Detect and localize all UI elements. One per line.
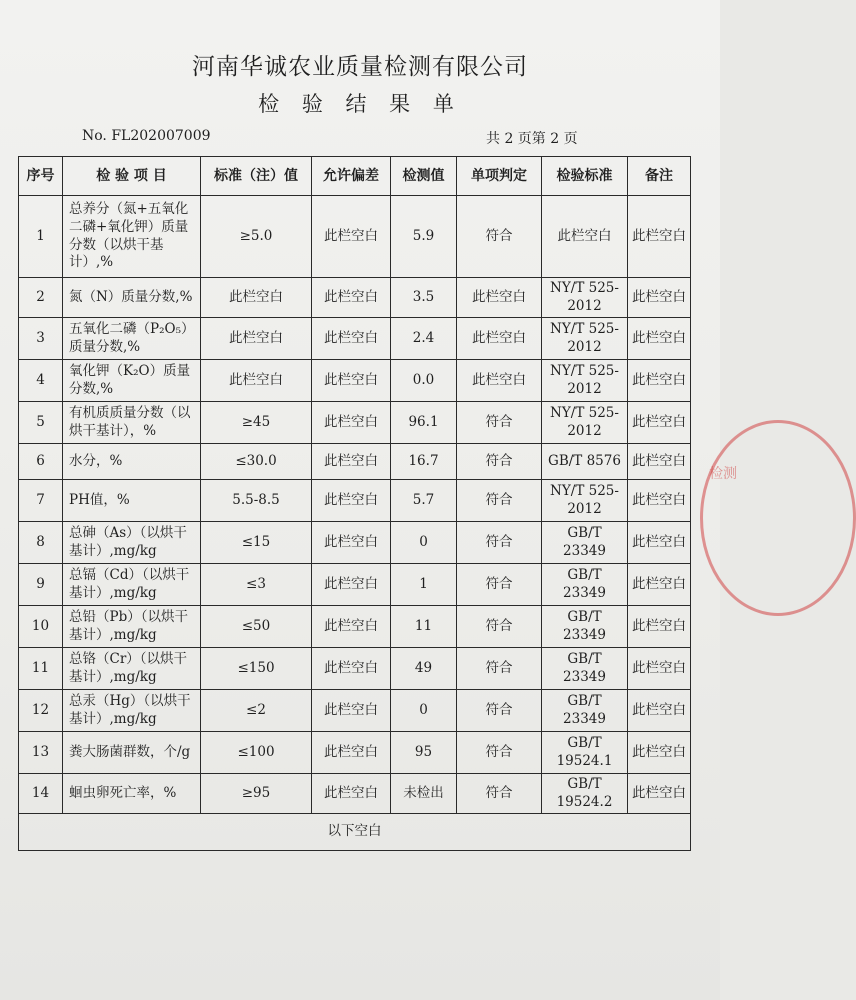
table-row: [19, 648, 691, 690]
cell-tolerance: 此栏空白: [312, 774, 391, 814]
cell-standard-value: 5.5-8.5: [201, 480, 312, 522]
cell-standard-value: 此栏空白: [201, 318, 312, 360]
cell-test-standard: 此栏空白: [542, 196, 628, 278]
cell-standard-value: ≤2: [201, 690, 312, 732]
cell-tolerance: 此栏空白: [312, 360, 391, 402]
table-row: [19, 278, 691, 318]
cell-judgement: 符合: [457, 522, 542, 564]
cell-test-standard: NY/T 525-2012: [542, 278, 628, 318]
cell-index: 2: [19, 278, 63, 318]
cell-index: 10: [19, 606, 63, 648]
cell-test-standard: GB/T 23349: [542, 606, 628, 648]
stamp-text: 检测: [709, 466, 737, 482]
cell-measured: 0: [391, 690, 457, 732]
inspection-results-table: [18, 156, 691, 851]
cell-measured: 2.4: [391, 318, 457, 360]
cell-standard-value: ≥45: [201, 402, 312, 444]
cell-standard-value: ≤30.0: [201, 444, 312, 480]
cell-judgement: 此栏空白: [457, 278, 542, 318]
cell-remark: 此栏空白: [628, 480, 691, 522]
cell-tolerance: 此栏空白: [312, 278, 391, 318]
cell-tolerance: 此栏空白: [312, 402, 391, 444]
cell-judgement: 符合: [457, 480, 542, 522]
cell-standard-value: ≤150: [201, 648, 312, 690]
cell-remark: 此栏空白: [628, 196, 691, 278]
cell-judgement: 符合: [457, 196, 542, 278]
table-row: [19, 196, 691, 278]
table-row: [19, 732, 691, 774]
table-row: [19, 606, 691, 648]
col-header-standard-value: 标准（注）值: [201, 157, 312, 196]
cell-test-standard: NY/T 525-2012: [542, 480, 628, 522]
cell-judgement: 符合: [457, 774, 542, 814]
table-footer-note: 以下空白: [19, 814, 691, 851]
cell-judgement: 符合: [457, 402, 542, 444]
cell-measured: 96.1: [391, 402, 457, 444]
col-header-remark: 备注: [628, 157, 691, 196]
cell-measured: 0.0: [391, 360, 457, 402]
cell-index: 11: [19, 648, 63, 690]
cell-item: 五氧化二磷（P₂O₅）质量分数,%: [63, 318, 201, 360]
cell-measured: 3.5: [391, 278, 457, 318]
cell-standard-value: ≤100: [201, 732, 312, 774]
cell-standard-value: 此栏空白: [201, 360, 312, 402]
cell-index: 4: [19, 360, 63, 402]
cell-remark: 此栏空白: [628, 606, 691, 648]
cell-standard-value: ≥95: [201, 774, 312, 814]
col-header-index: 序号: [19, 157, 63, 196]
cell-index: 7: [19, 480, 63, 522]
cell-item: PH值，%: [63, 480, 201, 522]
cell-index: 5: [19, 402, 63, 444]
cell-item: 总铅（Pb）（以烘干基计）,mg/kg: [63, 606, 201, 648]
cell-judgement: 符合: [457, 690, 542, 732]
col-header-item: 检 验 项 目: [63, 157, 201, 196]
cell-test-standard: GB/T 19524.1: [542, 732, 628, 774]
cell-remark: 此栏空白: [628, 522, 691, 564]
cell-tolerance: 此栏空白: [312, 648, 391, 690]
cell-measured: 16.7: [391, 444, 457, 480]
cell-index: 1: [19, 196, 63, 278]
cell-judgement: 此栏空白: [457, 318, 542, 360]
cell-judgement: 符合: [457, 444, 542, 480]
document-number: No. FL202007009: [82, 128, 211, 144]
col-header-tolerance: 允许偏差: [312, 157, 391, 196]
table-row: [19, 360, 691, 402]
cell-item: 氧化钾（K₂O）质量分数,%: [63, 360, 201, 402]
cell-tolerance: 此栏空白: [312, 690, 391, 732]
cell-remark: 此栏空白: [628, 402, 691, 444]
cell-standard-value: ≤3: [201, 564, 312, 606]
cell-standard-value: ≤15: [201, 522, 312, 564]
cell-standard-value: ≤50: [201, 606, 312, 648]
cell-remark: 此栏空白: [628, 318, 691, 360]
cell-test-standard: NY/T 525-2012: [542, 318, 628, 360]
cell-tolerance: 此栏空白: [312, 564, 391, 606]
cell-item: 总铬（Cr）（以烘干基计）,mg/kg: [63, 648, 201, 690]
cell-judgement: 符合: [457, 564, 542, 606]
cell-measured: 0: [391, 522, 457, 564]
cell-remark: 此栏空白: [628, 648, 691, 690]
document-title: 检 验 结 果 单: [258, 92, 462, 116]
cell-test-standard: NY/T 525-2012: [542, 360, 628, 402]
cell-measured: 1: [391, 564, 457, 606]
cell-test-standard: GB/T 23349: [542, 690, 628, 732]
table-row: [19, 774, 691, 814]
col-header-judgement: 单项判定: [457, 157, 542, 196]
table-row: [19, 402, 691, 444]
cell-index: 6: [19, 444, 63, 480]
company-name: 河南华诚农业质量检测有限公司: [192, 54, 528, 80]
cell-measured: 95: [391, 732, 457, 774]
table-row: [19, 522, 691, 564]
cell-item: 粪大肠菌群数，个/g: [63, 732, 201, 774]
cell-judgement: 符合: [457, 732, 542, 774]
cell-remark: 此栏空白: [628, 774, 691, 814]
cell-tolerance: 此栏空白: [312, 318, 391, 360]
cell-judgement: 此栏空白: [457, 360, 542, 402]
cell-item: 总镉（Cd）（以烘干基计）,mg/kg: [63, 564, 201, 606]
table-row: [19, 480, 691, 522]
cell-item: 总砷（As）（以烘干基计）,mg/kg: [63, 522, 201, 564]
cell-judgement: 符合: [457, 648, 542, 690]
cell-measured: 49: [391, 648, 457, 690]
cell-measured: 5.7: [391, 480, 457, 522]
cell-test-standard: GB/T 23349: [542, 648, 628, 690]
table-header-row: [19, 157, 691, 196]
table-footer-row: [19, 814, 691, 851]
cell-measured: 11: [391, 606, 457, 648]
cell-standard-value: 此栏空白: [201, 278, 312, 318]
cell-remark: 此栏空白: [628, 564, 691, 606]
cell-index: 14: [19, 774, 63, 814]
cell-item: 蛔虫卵死亡率，%: [63, 774, 201, 814]
cell-judgement: 符合: [457, 606, 542, 648]
cell-tolerance: 此栏空白: [312, 196, 391, 278]
cell-test-standard: GB/T 19524.2: [542, 774, 628, 814]
cell-test-standard: NY/T 525-2012: [542, 402, 628, 444]
cell-index: 12: [19, 690, 63, 732]
cell-remark: 此栏空白: [628, 444, 691, 480]
cell-measured: 5.9: [391, 196, 457, 278]
col-header-test-standard: 检验标准: [542, 157, 628, 196]
cell-standard-value: ≥5.0: [201, 196, 312, 278]
cell-tolerance: 此栏空白: [312, 732, 391, 774]
cell-index: 3: [19, 318, 63, 360]
cell-test-standard: GB/T 23349: [542, 564, 628, 606]
cell-remark: 此栏空白: [628, 278, 691, 318]
cell-item: 氮（N）质量分数,%: [63, 278, 201, 318]
table-row: [19, 690, 691, 732]
table-row: [19, 564, 691, 606]
cell-tolerance: 此栏空白: [312, 444, 391, 480]
cell-test-standard: GB/T 8576: [542, 444, 628, 480]
cell-remark: 此栏空白: [628, 360, 691, 402]
cell-remark: 此栏空白: [628, 732, 691, 774]
cell-item: 总汞（Hg）（以烘干基计）,mg/kg: [63, 690, 201, 732]
red-seal-stamp: [700, 420, 856, 616]
cell-index: 9: [19, 564, 63, 606]
cell-tolerance: 此栏空白: [312, 480, 391, 522]
col-header-measured: 检测值: [391, 157, 457, 196]
page-indicator: 共 2 页第 2 页: [486, 131, 578, 147]
cell-test-standard: GB/T 23349: [542, 522, 628, 564]
cell-tolerance: 此栏空白: [312, 522, 391, 564]
table-row: [19, 318, 691, 360]
cell-tolerance: 此栏空白: [312, 606, 391, 648]
cell-measured: 未检出: [391, 774, 457, 814]
cell-remark: 此栏空白: [628, 690, 691, 732]
cell-item: 有机质质量分数（以烘干基计），%: [63, 402, 201, 444]
cell-index: 8: [19, 522, 63, 564]
cell-index: 13: [19, 732, 63, 774]
cell-item: 总养分（氮+五氧化二磷+氧化钾）质量分数（以烘干基计）,%: [63, 196, 201, 278]
cell-item: 水分，%: [63, 444, 201, 480]
table-row: [19, 444, 691, 480]
